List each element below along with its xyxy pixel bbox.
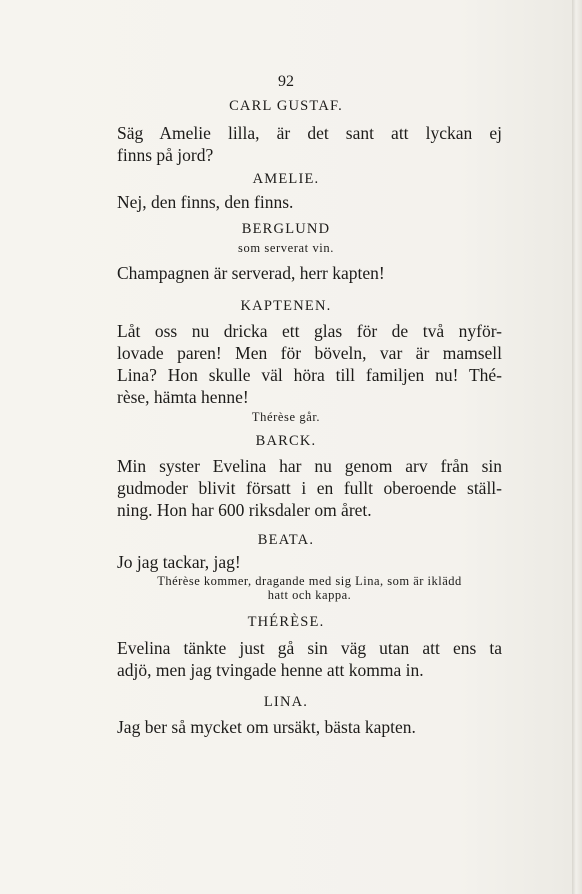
speaker-kaptenen: KAPTENEN. [240,298,332,314]
dialogue-line: Min syster Evelina har nu genom arv från sin [117,456,502,476]
stage-direction-line: Thérèse kommer, dragande med sig Lina, som är iklädd [157,574,462,588]
speaker-barck: BARCK. [255,433,317,449]
dialogue-line: Jag ber så mycket om ursäkt, bästa kapten. [117,717,416,737]
dialogue-line: lovade paren! Men för böveln, var är mamsell [117,343,502,363]
dialogue-line: Jo jag tackar, jag! [117,552,241,572]
dialogue-line: ning. Hon har 600 riksdaler om året. [117,500,372,520]
page-number: 92 [278,73,294,90]
dialogue-line: Säg Amelie lilla, är det sant att lyckan ej [117,123,502,143]
dialogue-line: Nej, den finns, den finns. [117,192,294,212]
page-edge [572,0,582,894]
dialogue-line: Lina? Hon skulle väl höra till familjen nu! Thé- [117,365,502,385]
stage-direction: Thérèse går. [251,410,321,424]
speaker-carl-gustaf: CARL GUSTAF. [229,98,343,114]
stage-direction [117,574,502,602]
stage-direction: som serverat vin. [238,241,334,255]
dialogue-line: Evelina tänkte just gå sin väg utan att ens ta [117,638,502,658]
dialogue-line: Låt oss nu dricka ett glas för de två nyför- [117,321,502,341]
speaker-amelie: AMELIE. [252,171,320,187]
speaker-berglund: BERGLUND [241,221,331,237]
dialogue-line: rèse, hämta henne! [117,387,249,407]
speaker-beata: BEATA. [257,532,315,548]
speaker-therese: THÉRÈSE. [247,614,325,630]
dialogue-line: Champagnen är serverad, herr kapten! [117,263,385,283]
dialogue-line: adjö, men jag tvingade henne att komma in. [117,660,424,680]
dialogue-line: gudmoder blivit försatt i en fullt oberoende ställ- [117,478,502,498]
dialogue-line: finns på jord? [117,145,214,165]
stage-direction-line: hatt och kappa. [267,588,352,602]
speaker-lina: LINA. [263,694,309,710]
